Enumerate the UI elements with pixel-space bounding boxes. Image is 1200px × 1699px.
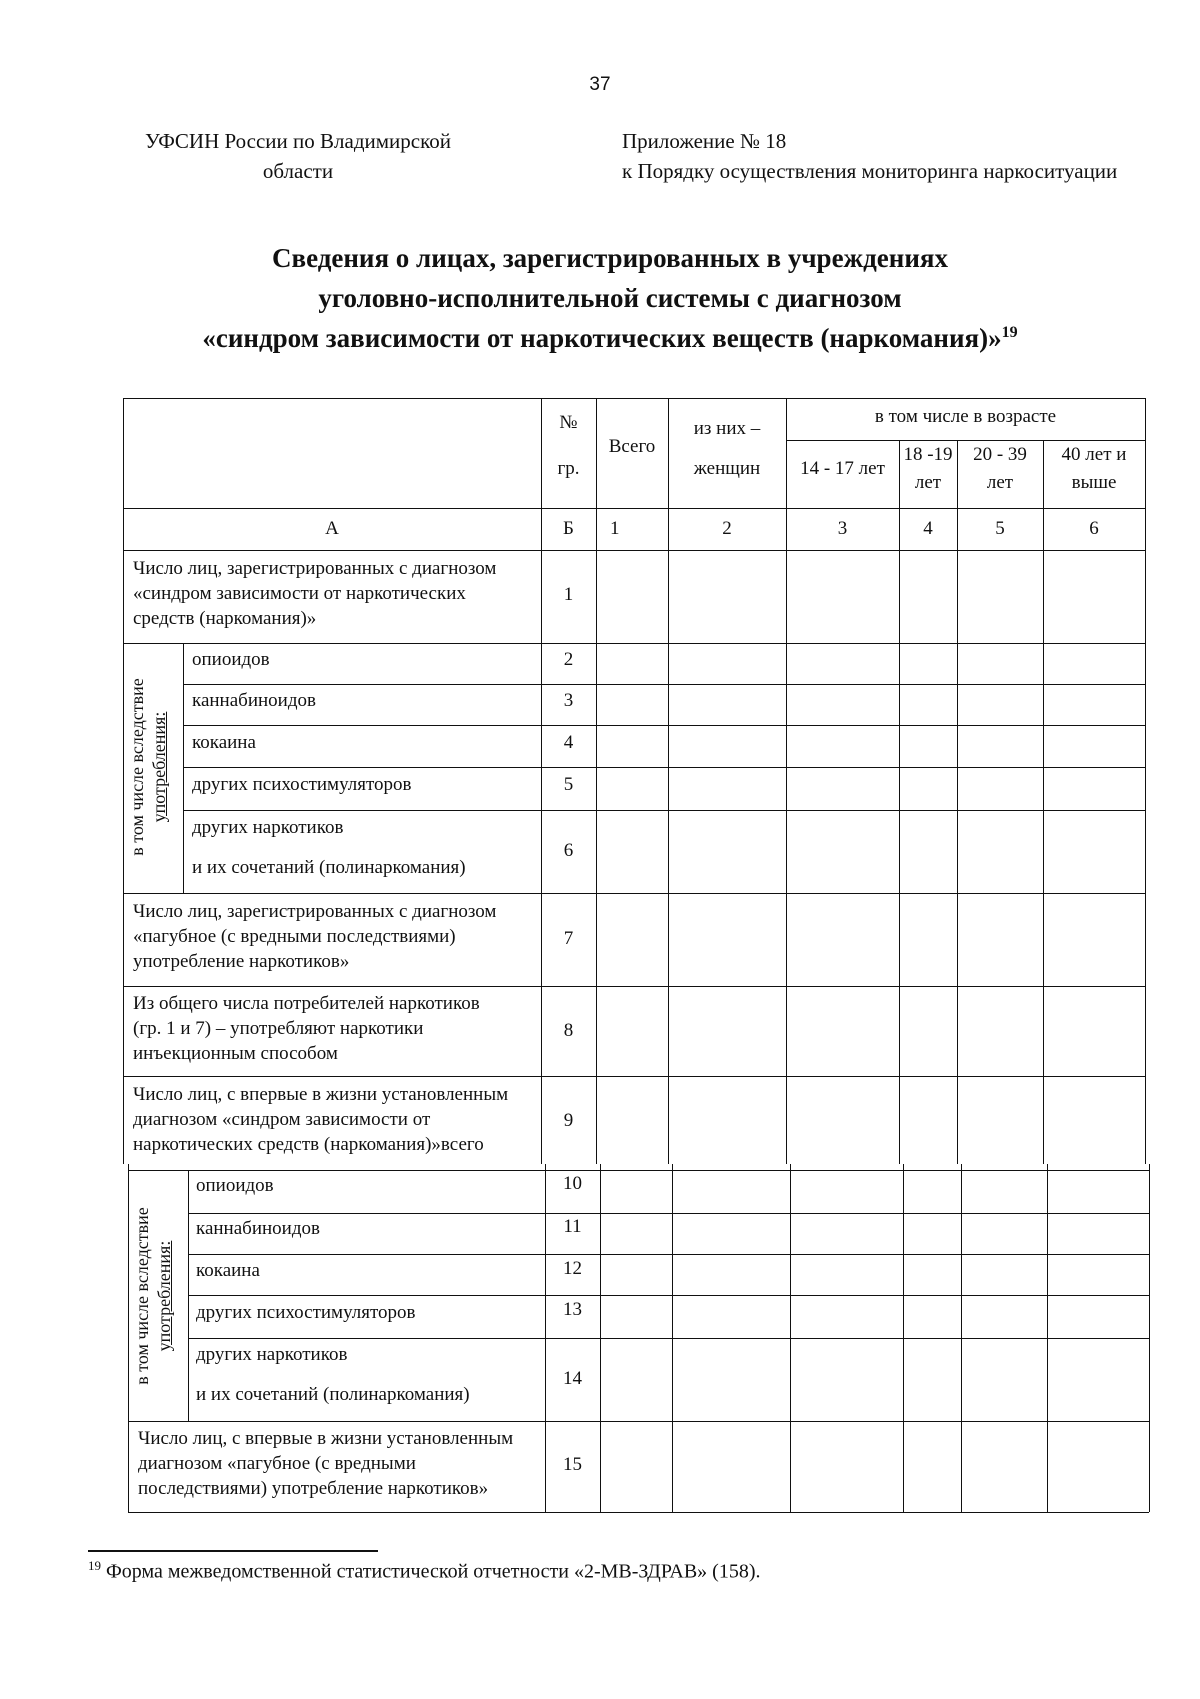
header-women-bottom: женщин — [693, 458, 761, 479]
annex-block — [622, 126, 1182, 186]
row-9-line-2: диагнозом «синдром зависимости от — [133, 1109, 431, 1130]
row-12-label: кокаина — [196, 1260, 260, 1281]
row-8-rule — [123, 1076, 1145, 1077]
row-14-line-2: и их сочетаний (полинаркомания) — [196, 1384, 470, 1405]
header-age-group: в том числе в возрасте — [874, 406, 1057, 427]
row-1-line-2: «синдром зависимости от наркотических — [133, 583, 466, 604]
col-age18-border-lower — [903, 1164, 904, 1512]
col-age14-border — [786, 398, 787, 1164]
header-age-20-39-bottom: лет — [986, 472, 1014, 493]
header-age-20-39-top: 20 - 39 — [973, 444, 1027, 465]
table-border-bottom — [128, 1512, 1149, 1513]
row-1-line-3: средств (наркомания)» — [133, 608, 317, 629]
group-2-rotated-label — [131, 1196, 175, 1396]
header-age-14-17: 14 - 17 лет — [800, 458, 885, 479]
row-6-label — [192, 815, 537, 880]
row-10-label: опиоидов — [196, 1175, 274, 1196]
row-1-label — [133, 556, 541, 631]
col-women-border-lower — [672, 1164, 673, 1512]
row-12-num: 12 — [563, 1258, 582, 1279]
group-1-divider — [183, 643, 184, 893]
row-8-line-1: Из общего числа потребителей наркотиков — [133, 993, 480, 1014]
title-line-3-text: «синдром зависимости от наркотических веществ (наркомания)» — [202, 323, 1002, 353]
col-age20-border — [957, 440, 958, 1164]
table-border-right — [1145, 398, 1146, 1164]
col-letter-b: Б — [563, 518, 574, 539]
row-1-line-1: Число лиц, зарегистрированных с диагнозом — [133, 558, 497, 579]
row-12-rule — [188, 1295, 1149, 1296]
group-2-label-line-2: употребления: — [154, 1240, 174, 1352]
row-9-line-1: Число лиц, с впервые в жизни установленным — [133, 1084, 509, 1105]
row-7-line-2: «пагубное (с вредными последствиями) — [133, 926, 456, 947]
col-age18-border — [899, 440, 900, 1164]
row-8-label — [133, 991, 541, 1066]
row-11-num: 11 — [563, 1216, 582, 1237]
footnote-ref: 19 — [88, 1558, 101, 1573]
header-women-top: из них – — [693, 418, 761, 439]
title-line-2: уголовно-исполнительной системы с диагнозом — [318, 283, 902, 313]
header-age-18-19-bottom: лет — [914, 472, 942, 493]
row-4-rule — [183, 767, 1145, 768]
table-border-right-lower — [1149, 1164, 1150, 1512]
row-9-label — [133, 1082, 543, 1157]
row-13-num: 13 — [563, 1299, 582, 1320]
row-1-rule — [123, 643, 1145, 644]
row-15-line-2: диагнозом «пагубное (с вредными — [138, 1453, 416, 1474]
annex-reference: к Порядку осуществления мониторинга наркоситуации — [622, 159, 1118, 183]
col-total-border — [596, 398, 597, 1164]
row-7-rule — [123, 986, 1145, 987]
row-14-line-1: других наркотиков — [196, 1344, 348, 1365]
annex-number: Приложение № 18 — [622, 129, 787, 153]
group-1-rotated-label — [126, 667, 170, 867]
row-6-line-1: других наркотиков — [192, 817, 344, 838]
row-15-label — [138, 1426, 545, 1501]
footnote — [88, 1558, 761, 1584]
group-1-label-line-1: в том числе вследствие — [127, 678, 147, 856]
row-6-num: 6 — [563, 840, 574, 861]
col-letter-3: 3 — [837, 518, 848, 539]
group-2-label-line-1: в том числе вследствие — [132, 1207, 152, 1385]
row-2-rule — [183, 684, 1145, 685]
col-letter-5: 5 — [995, 518, 1005, 539]
col-letter-6: 6 — [1089, 518, 1099, 539]
header-age-40-top: 40 лет и — [1061, 444, 1127, 465]
row-14-label — [196, 1342, 541, 1407]
title-line-3 — [90, 318, 1130, 358]
row-10-num: 10 — [563, 1173, 582, 1194]
row-9-line-3: наркотических средств (наркомания)»всего — [133, 1134, 484, 1155]
title-footnote-ref: 19 — [1001, 324, 1018, 341]
table-border-top — [123, 398, 1145, 399]
row-15-line-1: Число лиц, с впервые в жизни установленным — [138, 1428, 514, 1449]
col-letter-1: 1 — [610, 518, 620, 539]
header-num-bottom: гр. — [557, 458, 580, 479]
col-age14-border-lower — [790, 1164, 791, 1512]
row-7-line-1: Число лиц, зарегистрированных с диагнозом — [133, 901, 497, 922]
row-4-label: кокаина — [192, 732, 256, 753]
row-13-label: других психостимуляторов — [196, 1302, 416, 1323]
col-age20-border-lower — [961, 1164, 962, 1512]
header-age-40-bottom: выше — [1071, 472, 1117, 493]
col-letter-2: 2 — [722, 518, 732, 539]
table-border-left — [123, 398, 124, 1164]
row-1-num: 1 — [563, 584, 574, 605]
organization-line-2: области — [262, 159, 334, 183]
letters-rule — [123, 550, 1145, 551]
col-women-border — [668, 398, 669, 1164]
group-2-divider — [188, 1170, 189, 1421]
footnote-separator — [88, 1550, 378, 1552]
row-2-label: опиоидов — [192, 649, 270, 670]
col-letter-4: 4 — [923, 518, 933, 539]
row-15-line-3: последствиями) употребление наркотиков» — [138, 1478, 489, 1499]
row-5-label: других психостимуляторов — [192, 774, 412, 795]
header-rule — [123, 508, 1145, 509]
row-4-num: 4 — [563, 732, 574, 753]
organization-block — [118, 126, 478, 186]
col-age40-border — [1043, 440, 1044, 1164]
row-3-num: 3 — [563, 690, 574, 711]
age-header-rule — [786, 440, 1145, 441]
header-num-top: № — [559, 412, 578, 433]
header-total: Всего — [608, 436, 656, 457]
title-line-1: Сведения о лицах, зарегистрированных в учреждениях — [271, 243, 948, 273]
row-7-label — [133, 899, 541, 974]
row-9-rule — [128, 1170, 1149, 1171]
row-8-line-3: инъекционным способом — [133, 1043, 338, 1064]
row-9-num: 9 — [563, 1110, 574, 1131]
row-14-rule — [128, 1421, 1149, 1422]
row-13-rule — [188, 1338, 1149, 1339]
row-8-line-2: (гр. 1 и 7) – употребляют наркотики — [133, 1018, 424, 1039]
document-title — [90, 238, 1130, 358]
row-3-label: каннабиноидов — [192, 690, 316, 711]
row-10-rule — [188, 1213, 1149, 1214]
row-5-num: 5 — [563, 774, 574, 795]
col-letter-a: А — [325, 518, 339, 539]
table-border-left-lower — [128, 1164, 129, 1512]
row-3-rule — [183, 725, 1145, 726]
header-age-18-19-top: 18 -19 — [903, 444, 953, 465]
col-age40-border-lower — [1047, 1164, 1048, 1512]
page-number: 37 — [589, 74, 611, 95]
row-15-num: 15 — [563, 1454, 582, 1475]
organization-line-1: УФСИН России по Владимирской — [145, 129, 451, 153]
row-11-label: каннабиноидов — [196, 1218, 320, 1239]
row-6-rule — [123, 893, 1145, 894]
col-total-border-lower — [600, 1164, 601, 1512]
group-1-label-line-2: употребления: — [149, 711, 169, 823]
footnote-text: Форма межведомственной статистической отчетности «2-МВ-ЗДРАВ» (158). — [106, 1560, 761, 1583]
row-6-line-2: и их сочетаний (полинаркомания) — [192, 857, 466, 878]
row-5-rule — [183, 810, 1145, 811]
row-7-line-3: употребление наркотиков» — [133, 951, 350, 972]
row-2-num: 2 — [563, 649, 574, 670]
row-11-rule — [188, 1254, 1149, 1255]
row-8-num: 8 — [563, 1020, 574, 1041]
row-14-num: 14 — [563, 1368, 582, 1389]
row-7-num: 7 — [563, 928, 574, 949]
